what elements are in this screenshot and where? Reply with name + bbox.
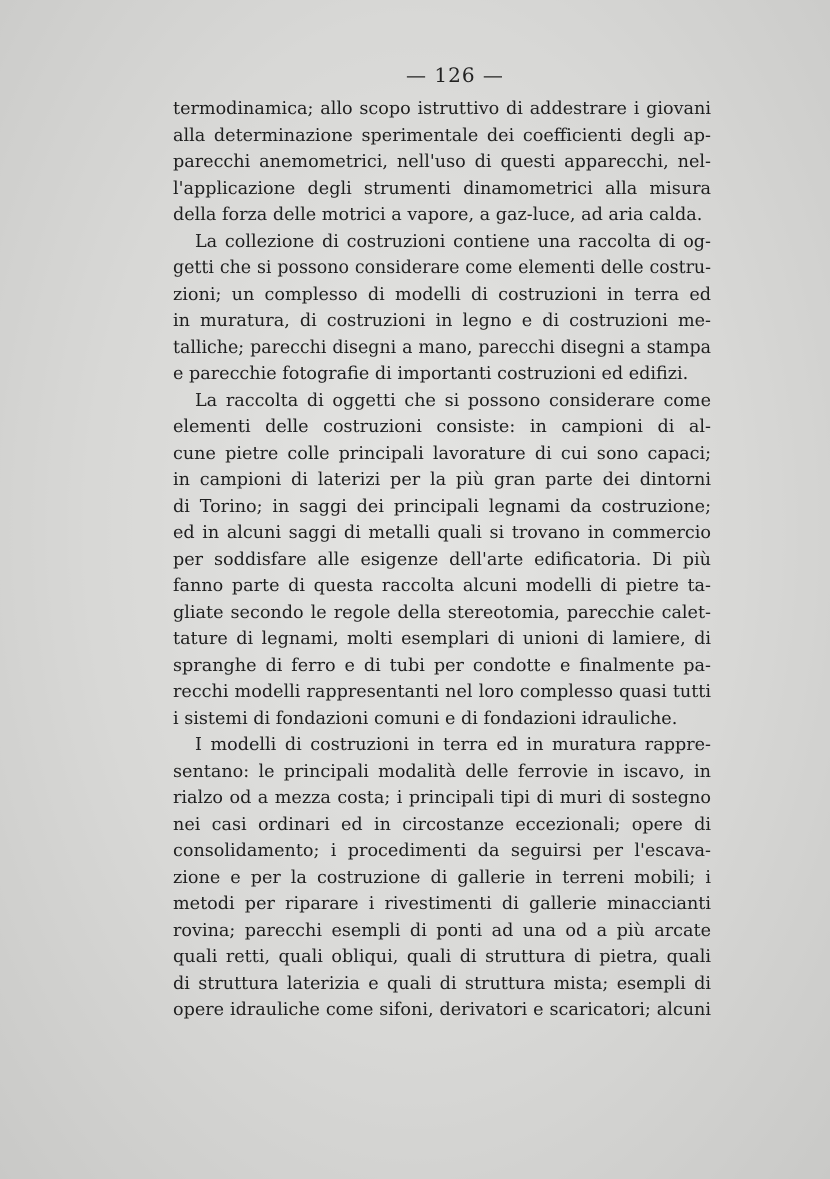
text-line: i sistemi di fondazioni comuni e di fondazioni idrauliche. bbox=[173, 708, 678, 729]
text-line: in campioni di laterizi per la più gran parte dei dintorni bbox=[173, 470, 711, 490]
text-line: getti che si possono considerare come elementi delle costru- bbox=[173, 258, 711, 278]
text-line: ed in alcuni saggi di metalli quali si trovano in commercio bbox=[173, 523, 711, 543]
text-line: talliche; parecchi disegni a mano, parecchi disegni a stampa bbox=[173, 337, 711, 358]
text-line: recchi modelli rappresentanti nel loro complesso quasi tutti bbox=[173, 682, 711, 702]
text-line: rovina; parecchi esempli di ponti ad una od a più arcate bbox=[173, 920, 711, 941]
text-line: elementi delle costruzioni consiste: in campioni di al- bbox=[173, 417, 711, 437]
text-line: quali retti, quali obliqui, quali di struttura di pietra, quali bbox=[173, 947, 711, 967]
text-line: spranghe di ferro e di tubi per condotte e finalmente pa- bbox=[173, 655, 711, 676]
text-line: parecchi anemometrici, nell'uso di questi apparecchi, nel- bbox=[173, 152, 711, 172]
text-line: alla determinazione sperimentale dei coefficienti degli ap- bbox=[173, 125, 711, 146]
text-line: e parecchie fotografie di importanti costruzioni ed edifizi. bbox=[173, 364, 689, 384]
body-text bbox=[173, 96, 711, 1024]
text-line: di Torino; in saggi dei principali legnami da costruzione; bbox=[173, 496, 711, 517]
text-line: l'applicazione degli strumenti dinamometrici alla misura bbox=[173, 178, 711, 199]
text-line: per soddisfare alle esigenze dell'arte edificatoria. Di più bbox=[173, 549, 711, 570]
text-line: cune pietre colle principali lavorature di cui sono capaci; bbox=[173, 443, 711, 464]
text-line: consolidamento; i procedimenti da seguirsi per l'escava- bbox=[173, 841, 711, 861]
text-line: I modelli di costruzioni in terra ed in muratura rappre- bbox=[195, 735, 711, 755]
text-line: della forza delle motrici a vapore, a gaz-luce, ad aria calda. bbox=[173, 205, 703, 225]
text-line: fanno parte di questa raccolta alcuni modelli di pietre ta- bbox=[173, 576, 711, 596]
text-line: nei casi ordinari ed in circostanze eccezionali; opere di bbox=[173, 814, 711, 835]
text-line: gliate secondo le regole della stereotomia, parecchie calet- bbox=[173, 602, 711, 623]
text-line: tature di legnami, molti esemplari di unioni di lamiere, di bbox=[173, 629, 711, 649]
text-line: in muratura, di costruzioni in legno e di costruzioni me- bbox=[173, 311, 711, 331]
text-line: di struttura laterizia e quali di struttura mista; esempli di bbox=[173, 973, 711, 994]
page-number: — 126 — bbox=[406, 63, 504, 87]
text-line: La collezione di costruzioni contiene una raccolta di og- bbox=[195, 231, 711, 252]
text-line: opere idrauliche come sifoni, derivatori e scaricatori; alcuni bbox=[173, 1000, 711, 1020]
text-line: termodinamica; allo scopo istruttivo di addestrare i giovani bbox=[173, 99, 711, 119]
text-line: metodi per riparare i rivestimenti di gallerie minaccianti bbox=[173, 894, 711, 914]
text-line: zione e per la costruzione di gallerie in terreni mobili; i bbox=[173, 867, 711, 888]
text-line: La raccolta di oggetti che si possono considerare come bbox=[195, 390, 711, 411]
text-line: sentano: le principali modalità delle ferrovie in iscavo, in bbox=[173, 761, 711, 782]
text-line: rialzo od a mezza costa; i principali tipi di muri di sostegno bbox=[173, 788, 711, 808]
text-line: zioni; un complesso di modelli di costruzioni in terra ed bbox=[173, 284, 711, 305]
